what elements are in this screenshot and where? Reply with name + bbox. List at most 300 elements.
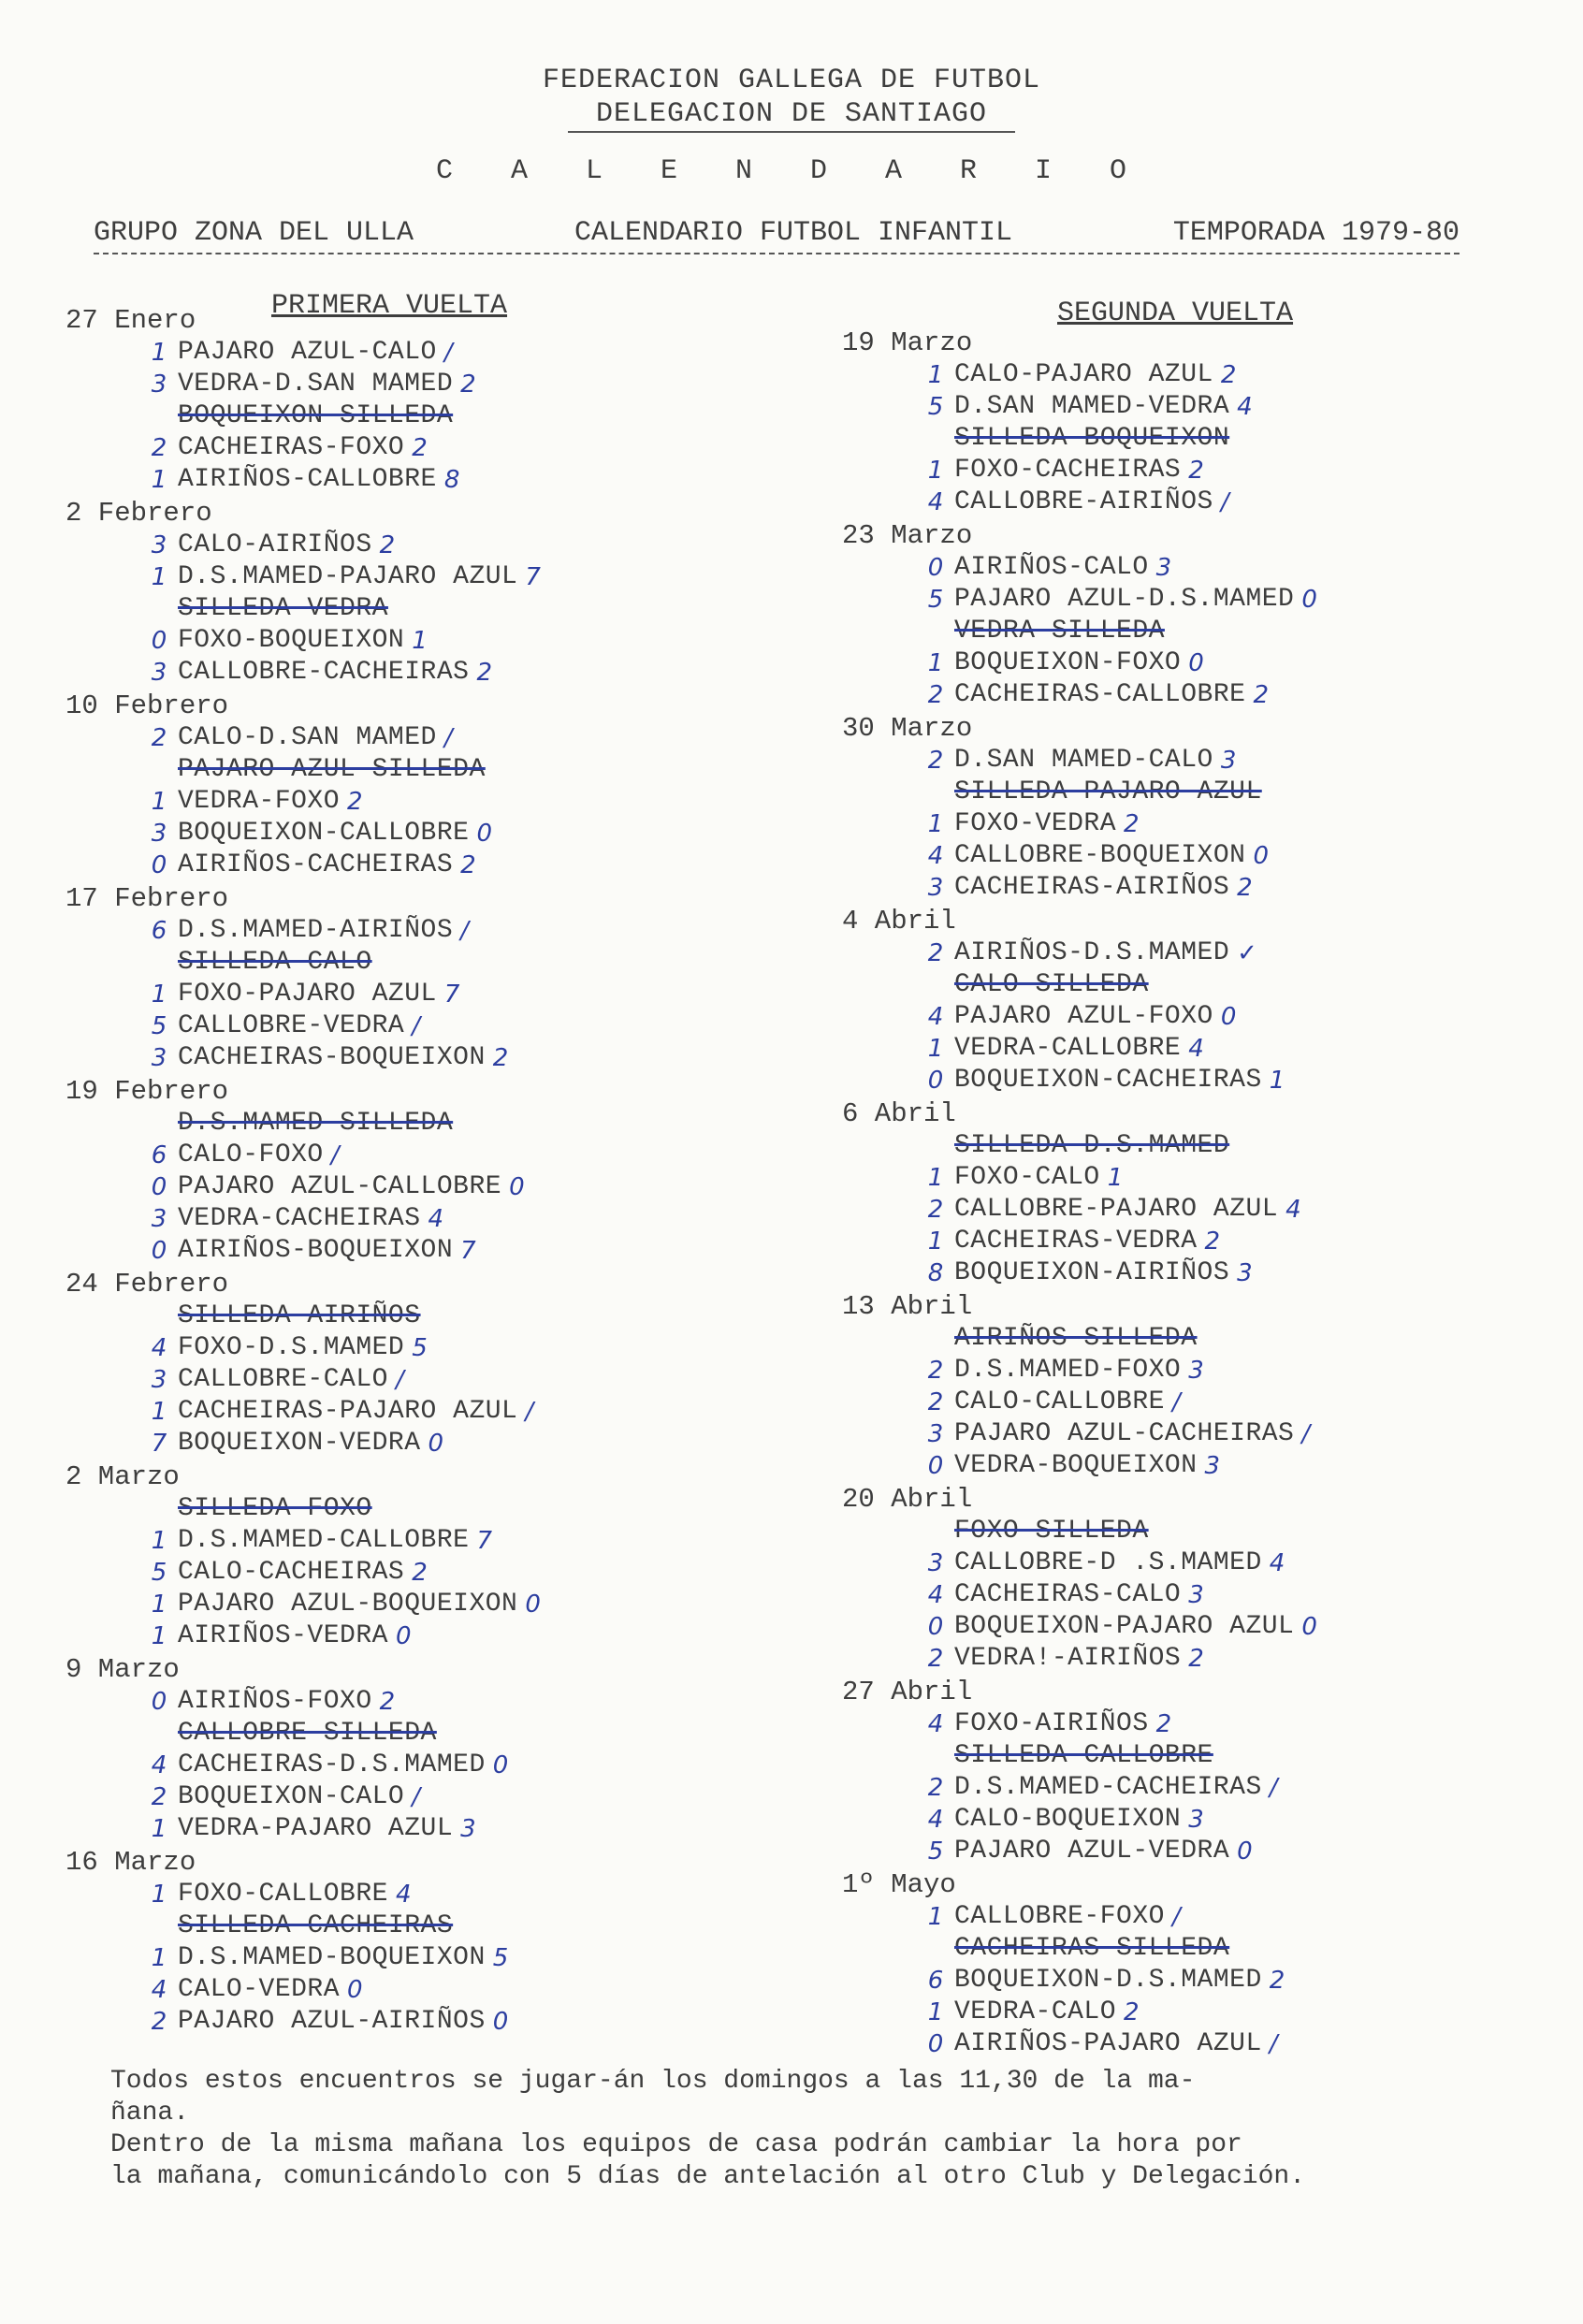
handwritten-mark: / xyxy=(460,917,469,945)
handwritten-score: 1 xyxy=(927,457,944,485)
handwritten-mark: 0 xyxy=(1188,649,1204,677)
handwritten-score: 0 xyxy=(927,1067,944,1095)
handwritten-score: 1 xyxy=(151,339,167,367)
match-row xyxy=(842,1547,1553,1579)
handwritten-score: 3 xyxy=(151,531,167,559)
match-row xyxy=(842,455,1553,487)
handwritten-score: 4 xyxy=(151,1751,167,1779)
match-teams: SILLEDA-CACHEIRAS xyxy=(178,1911,454,1940)
handwritten-score: 1 xyxy=(151,1398,167,1426)
round-date: 1º Mayo xyxy=(842,1869,956,1900)
round xyxy=(842,1677,1553,1867)
handwritten-score: 2 xyxy=(151,2008,167,2036)
handwritten-mark: 2 xyxy=(1269,1967,1285,1995)
match-row xyxy=(65,1974,777,2006)
match-teams: VEDRA-BOQUEIXON xyxy=(954,1451,1198,1480)
round xyxy=(842,327,1553,518)
match-teams: CALO-FOXO xyxy=(178,1140,324,1169)
match-teams: D.S.MAMED-FOXO xyxy=(954,1356,1182,1385)
notes-line-2: ñana. xyxy=(110,2099,190,2128)
match-row xyxy=(842,1001,1553,1033)
handwritten-score: 0 xyxy=(151,1173,167,1201)
match-teams: CALLOBRE-CALO xyxy=(178,1365,388,1394)
match-teams: AIRIÑOS-VEDRA xyxy=(178,1621,388,1650)
match-teams: BOQUEIXON-D.S.MAMED xyxy=(954,1966,1262,1995)
match-teams: SILLEDA-CALLOBRE xyxy=(954,1741,1213,1770)
handwritten-mark: 2 xyxy=(1220,361,1237,389)
match-row xyxy=(65,1718,777,1750)
handwritten-score: 1 xyxy=(927,1903,944,1931)
handwritten-score: 1 xyxy=(151,563,167,591)
match-teams: D.S.MAMED-BOQUEIXON xyxy=(178,1943,486,1972)
match-teams: VEDRA-PAJARO AZUL xyxy=(178,1814,454,1843)
match-row xyxy=(65,1042,777,1074)
round-date: 19 Febrero xyxy=(65,1076,229,1107)
match-teams: AIRIÑOS-CALO xyxy=(954,553,1149,582)
handwritten-mark: 2 xyxy=(460,851,476,879)
handwritten-mark: 2 xyxy=(476,659,492,687)
match-row xyxy=(65,1364,777,1396)
group-name: GRUPO ZONA DEL ULLA xyxy=(94,217,414,249)
handwritten-mark: 2 xyxy=(1237,874,1253,902)
match-row xyxy=(842,2028,1553,2060)
handwritten-mark: / xyxy=(1269,1774,1278,1802)
handwritten-mark: 1 xyxy=(412,627,428,655)
match-row xyxy=(65,1525,777,1557)
match-row xyxy=(842,840,1553,872)
round-date: 6 Abril xyxy=(842,1098,956,1129)
match-teams: BOQUEIXON-AIRIÑOS xyxy=(954,1258,1230,1287)
handwritten-mark: 3 xyxy=(1188,1806,1204,1834)
handwritten-score: 6 xyxy=(927,1967,944,1995)
handwritten-score: 0 xyxy=(151,851,167,879)
document-header xyxy=(0,64,1583,133)
handwritten-score: 1 xyxy=(927,1164,944,1192)
match-row xyxy=(65,400,777,432)
handwritten-mark: 0 xyxy=(492,2008,509,2036)
match-row xyxy=(65,1140,777,1171)
handwritten-mark: 4 xyxy=(395,1881,412,1909)
handwritten-score: 0 xyxy=(927,2030,944,2058)
handwritten-mark: 0 xyxy=(1301,586,1317,614)
match-row xyxy=(842,1708,1553,1740)
match-teams: SILLEDA-AIRIÑOS xyxy=(178,1301,421,1330)
federation-name: FEDERACION GALLEGA DE FUTBOL xyxy=(542,65,1041,96)
handwritten-mark: 0 xyxy=(428,1430,444,1458)
handwritten-mark: / xyxy=(412,1783,421,1811)
round-date: 2 Febrero xyxy=(65,498,212,529)
handwritten-score: 1 xyxy=(151,1944,167,1972)
match-row xyxy=(842,1355,1553,1387)
group-line xyxy=(94,217,1460,254)
handwritten-mark: / xyxy=(1301,1420,1311,1448)
match-row xyxy=(65,1203,777,1235)
match-row xyxy=(842,1804,1553,1836)
match-row xyxy=(842,679,1553,711)
round-date: 2 Marzo xyxy=(65,1461,180,1492)
round xyxy=(65,883,777,1074)
handwritten-score: 8 xyxy=(927,1259,944,1287)
match-row xyxy=(65,979,777,1010)
match-row xyxy=(65,561,777,593)
match-teams: CACHEIRAS-BOQUEIXON xyxy=(178,1043,486,1072)
match-teams: CACHEIRAS-VEDRA xyxy=(954,1227,1198,1256)
match-row xyxy=(65,369,777,400)
match-row xyxy=(65,722,777,754)
match-row xyxy=(842,1836,1553,1867)
handwritten-mark: 7 xyxy=(525,563,541,591)
match-teams: CALLOBRE-CACHEIRAS xyxy=(178,658,470,687)
match-teams: SILLEDA-VEDRA xyxy=(178,594,388,623)
handwritten-mark: 0 xyxy=(1253,842,1269,870)
match-teams: CALO-CACHEIRAS xyxy=(178,1558,405,1587)
round xyxy=(842,1291,1553,1482)
round xyxy=(65,498,777,689)
round xyxy=(65,690,777,881)
handwritten-score: 1 xyxy=(151,1815,167,1843)
match-row xyxy=(842,969,1553,1001)
handwritten-score: 2 xyxy=(927,1774,944,1802)
delegation-name: DELEGACION DE SANTIAGO xyxy=(568,97,1015,133)
match-row xyxy=(65,1108,777,1140)
round xyxy=(65,1269,777,1460)
handwritten-score: 3 xyxy=(151,1366,167,1394)
handwritten-mark: / xyxy=(1269,2030,1278,2058)
handwritten-mark: 0 xyxy=(395,1622,412,1650)
round xyxy=(842,906,1553,1097)
handwritten-score: 0 xyxy=(927,1613,944,1641)
round xyxy=(842,1869,1553,2060)
handwritten-score: 5 xyxy=(927,586,944,614)
match-row xyxy=(842,423,1553,455)
handwritten-mark: 2 xyxy=(412,1559,428,1587)
match-row xyxy=(65,1910,777,1942)
round-date: 16 Marzo xyxy=(65,1847,196,1878)
handwritten-score: 0 xyxy=(927,554,944,582)
match-teams: AIRIÑOS-CACHEIRAS xyxy=(178,850,454,879)
match-teams: D.S.MAMED-PAJARO AZUL xyxy=(178,562,518,591)
match-row xyxy=(65,1750,777,1781)
handwritten-mark: 2 xyxy=(1124,810,1140,838)
handwritten-mark: 1 xyxy=(1269,1067,1285,1095)
handwritten-score: 2 xyxy=(927,1645,944,1673)
match-row xyxy=(842,808,1553,840)
match-teams: PAJARO AZUL-BOQUEIXON xyxy=(178,1590,518,1619)
match-teams: CALLOBRE-D .S.MAMED xyxy=(954,1548,1262,1577)
match-row xyxy=(842,487,1553,518)
match-row xyxy=(65,1235,777,1267)
handwritten-score: 1 xyxy=(151,980,167,1009)
handwritten-score: 5 xyxy=(151,1559,167,1587)
round-date: 23 Marzo xyxy=(842,520,973,551)
round-date: 9 Marzo xyxy=(65,1654,180,1685)
match-row xyxy=(65,1493,777,1525)
match-teams: FOXO-D.S.MAMED xyxy=(178,1333,405,1362)
match-row xyxy=(842,1772,1553,1804)
round-date: 27 Enero xyxy=(65,305,196,336)
match-row xyxy=(842,584,1553,616)
handwritten-score: 2 xyxy=(927,1357,944,1385)
handwritten-score: 4 xyxy=(151,1976,167,2004)
handwritten-score: 1 xyxy=(151,1881,167,1909)
match-teams: PAJARO AZUL-CALLOBRE xyxy=(178,1172,502,1201)
handwritten-mark: 3 xyxy=(460,1815,476,1843)
match-row xyxy=(842,1033,1553,1065)
handwritten-score: 5 xyxy=(151,1012,167,1040)
match-teams: FOXO-SILLEDA xyxy=(954,1517,1149,1546)
handwritten-mark: 0 xyxy=(492,1751,509,1779)
handwritten-score: 2 xyxy=(151,724,167,752)
match-teams: CALO-PAJARO AZUL xyxy=(954,360,1213,389)
handwritten-score: 2 xyxy=(927,1196,944,1224)
handwritten-score: 1 xyxy=(927,361,944,389)
handwritten-mark: 0 xyxy=(1301,1613,1317,1641)
match-row xyxy=(842,1194,1553,1226)
match-row xyxy=(842,1130,1553,1162)
handwritten-mark: 5 xyxy=(492,1944,509,1972)
match-teams: PAJARO AZUL-SILLEDA xyxy=(178,755,486,784)
handwritten-mark: / xyxy=(443,724,453,752)
match-teams: D.SAN MAMED-CALO xyxy=(954,746,1213,775)
match-teams: CALO-AIRIÑOS xyxy=(178,530,372,559)
match-teams: BOQUEIXON-CACHEIRAS xyxy=(954,1066,1262,1095)
match-row xyxy=(65,850,777,881)
handwritten-mark: 3 xyxy=(1155,554,1172,582)
handwritten-score: 4 xyxy=(927,488,944,516)
handwritten-score: 3 xyxy=(927,1549,944,1577)
match-row xyxy=(65,530,777,561)
match-row xyxy=(842,872,1553,904)
handwritten-score: 3 xyxy=(151,1044,167,1072)
notes-line-1: Todos estos encuentros se jugar-án los domingos a las 11,30 de la ma- xyxy=(110,2067,1196,2096)
handwritten-score: 2 xyxy=(927,681,944,709)
match-row xyxy=(65,1300,777,1332)
calendar-name: CALENDARIO FUTBOL INFANTIL xyxy=(574,217,1013,249)
match-teams: D.S.MAMED-SILLEDA xyxy=(178,1109,454,1138)
handwritten-score: 1 xyxy=(151,466,167,494)
match-teams: CALLOBRE-AIRIÑOS xyxy=(954,487,1213,516)
match-row xyxy=(842,745,1553,777)
handwritten-score: 4 xyxy=(151,1334,167,1362)
handwritten-mark: 2 xyxy=(1124,1998,1140,2026)
match-row xyxy=(842,1065,1553,1097)
handwritten-mark: 2 xyxy=(347,788,363,816)
handwritten-score: 2 xyxy=(927,747,944,775)
round-date: 19 Marzo xyxy=(842,327,973,358)
match-row xyxy=(842,1965,1553,1997)
handwritten-score: 3 xyxy=(927,874,944,902)
match-row xyxy=(842,616,1553,647)
match-row xyxy=(842,1933,1553,1965)
match-teams: CALLOBRE-PAJARO AZUL xyxy=(954,1195,1279,1224)
match-row xyxy=(842,1901,1553,1933)
match-row xyxy=(842,1226,1553,1257)
round-date: 24 Febrero xyxy=(65,1269,229,1300)
match-row xyxy=(842,359,1553,391)
season-label: TEMPORADA 1979-80 xyxy=(1172,217,1460,249)
match-teams: VEDRA!-AIRIÑOS xyxy=(954,1644,1182,1673)
match-teams: CALLOBRE-BOQUEIXON xyxy=(954,841,1246,870)
handwritten-score: 3 xyxy=(151,659,167,687)
match-row xyxy=(65,593,777,625)
match-teams: CACHEIRAS-AIRIÑOS xyxy=(954,873,1230,902)
match-teams: BOQUEIXON-SILLEDA xyxy=(178,401,454,430)
handwritten-score: 4 xyxy=(927,1003,944,1031)
handwritten-mark: 0 xyxy=(347,1976,363,2004)
handwritten-score: 1 xyxy=(927,1998,944,2026)
match-row xyxy=(842,1579,1553,1611)
match-row xyxy=(65,1171,777,1203)
handwritten-score: 1 xyxy=(151,1590,167,1619)
match-teams: PAJARO AZUL-D.S.MAMED xyxy=(954,585,1295,614)
handwritten-mark: / xyxy=(395,1366,404,1394)
handwritten-mark: 2 xyxy=(1253,681,1269,709)
match-teams: CALLOBRE-SILLEDA xyxy=(178,1719,437,1748)
handwritten-mark: 2 xyxy=(1188,1645,1204,1673)
match-teams: FOXO-CALO xyxy=(954,1163,1100,1192)
handwritten-score: 5 xyxy=(927,1837,944,1866)
handwritten-mark: 8 xyxy=(443,466,460,494)
handwritten-mark: 2 xyxy=(1188,457,1204,485)
match-teams: BOQUEIXON-FOXO xyxy=(954,648,1182,677)
match-teams: FOXO-CACHEIRAS xyxy=(954,456,1182,485)
round-date: 30 Marzo xyxy=(842,713,973,744)
match-teams: CACHEIRAS-FOXO xyxy=(178,433,405,462)
match-row xyxy=(842,1740,1553,1772)
handwritten-mark: / xyxy=(1171,1388,1181,1416)
handwritten-score: 5 xyxy=(927,393,944,421)
match-teams: VEDRA-CALO xyxy=(954,1997,1117,2026)
handwritten-mark: 0 xyxy=(525,1590,541,1619)
match-teams: CACHEIRAS-D.S.MAMED xyxy=(178,1750,486,1779)
match-row xyxy=(842,552,1553,584)
match-row xyxy=(65,786,777,818)
handwritten-mark: 3 xyxy=(1188,1357,1204,1385)
handwritten-mark: / xyxy=(1220,488,1229,516)
match-row xyxy=(65,432,777,464)
handwritten-score: 2 xyxy=(927,1388,944,1416)
handwritten-mark: 0 xyxy=(509,1173,525,1201)
match-teams: CACHEIRAS-SILLEDA xyxy=(954,1934,1230,1963)
match-row xyxy=(65,657,777,689)
round-date: 13 Abril xyxy=(842,1291,973,1322)
match-row xyxy=(65,1781,777,1813)
handwritten-score: 3 xyxy=(151,1205,167,1233)
handwritten-mark: 4 xyxy=(1285,1196,1301,1224)
handwritten-mark: 2 xyxy=(379,531,396,559)
round xyxy=(842,1098,1553,1289)
match-teams: FOXO-BOQUEIXON xyxy=(178,626,405,655)
handwritten-mark: 0 xyxy=(1237,1837,1253,1866)
match-teams: CALLOBRE-VEDRA xyxy=(178,1011,405,1040)
match-teams: BOQUEIXON-CALO xyxy=(178,1782,405,1811)
match-teams: CACHEIRAS-CALLOBRE xyxy=(954,680,1246,709)
match-teams: SILLEDA-CALO xyxy=(178,948,372,977)
handwritten-score: 1 xyxy=(151,788,167,816)
match-row xyxy=(65,1942,777,1974)
segunda-vuelta-heading: SEGUNDA VUELTA xyxy=(1057,298,1294,329)
round xyxy=(65,1461,777,1652)
handwritten-mark: / xyxy=(525,1398,534,1426)
match-row xyxy=(65,625,777,657)
match-row xyxy=(65,1428,777,1460)
handwritten-score: 4 xyxy=(927,1806,944,1834)
match-row xyxy=(842,647,1553,679)
match-row xyxy=(65,464,777,496)
handwritten-score: 2 xyxy=(927,939,944,967)
handwritten-score: 1 xyxy=(151,1622,167,1650)
handwritten-mark: 2 xyxy=(492,1044,509,1072)
round xyxy=(65,1847,777,2038)
match-row xyxy=(65,818,777,850)
handwritten-score: 1 xyxy=(927,1035,944,1063)
match-teams: VEDRA-CACHEIRAS xyxy=(178,1204,421,1233)
match-row xyxy=(65,915,777,947)
handwritten-score: 4 xyxy=(927,1581,944,1609)
round-date: 20 Abril xyxy=(842,1484,973,1515)
handwritten-mark: 1 xyxy=(1107,1164,1124,1192)
match-teams: PAJARO AZUL-AIRIÑOS xyxy=(178,2007,486,2036)
handwritten-score: 6 xyxy=(151,917,167,945)
match-row xyxy=(65,337,777,369)
handwritten-score: 2 xyxy=(151,434,167,462)
match-row xyxy=(65,1813,777,1845)
match-teams: CACHEIRAS-PAJARO AZUL xyxy=(178,1397,518,1426)
handwritten-mark: / xyxy=(443,339,453,367)
match-teams: SILLEDA-D.S.MAMED xyxy=(954,1131,1230,1160)
handwritten-mark: 3 xyxy=(1220,747,1237,775)
handwritten-mark: 7 xyxy=(460,1237,476,1265)
handwritten-score: 4 xyxy=(927,1710,944,1738)
match-teams: AIRIÑOS-SILLEDA xyxy=(954,1324,1198,1353)
match-row xyxy=(65,1557,777,1589)
match-teams: AIRIÑOS-CALLOBRE xyxy=(178,465,437,494)
match-teams: CALO-SILLEDA xyxy=(954,970,1149,999)
handwritten-score: 4 xyxy=(927,842,944,870)
handwritten-score: 3 xyxy=(151,820,167,848)
handwritten-mark: / xyxy=(412,1012,421,1040)
match-teams: D.S.MAMED-AIRIÑOS xyxy=(178,916,454,945)
notes-line-3: Dentro de la misma mañana los equipos de casa podrán cambiar la hora por xyxy=(110,2130,1242,2159)
handwritten-mark: 7 xyxy=(443,980,460,1009)
match-teams: PAJARO AZUL-VEDRA xyxy=(954,1837,1230,1866)
match-row xyxy=(842,391,1553,423)
handwritten-mark: 3 xyxy=(1188,1581,1204,1609)
handwritten-mark: ✓ xyxy=(1237,939,1257,967)
match-row xyxy=(842,1323,1553,1355)
match-teams: FOXO-VEDRA xyxy=(954,809,1117,838)
round xyxy=(65,1654,777,1845)
match-teams: BOQUEIXON-CALLOBRE xyxy=(178,819,470,848)
handwritten-score: 1 xyxy=(927,810,944,838)
match-teams: VEDRA-D.SAN MAMED xyxy=(178,370,454,399)
handwritten-mark: 2 xyxy=(379,1688,396,1716)
match-teams: SILLEDA-BOQUEIXON xyxy=(954,424,1230,453)
match-teams: VEDRA-CALLOBRE xyxy=(954,1034,1182,1063)
handwritten-score: 3 xyxy=(151,370,167,399)
match-teams: AIRIÑOS-PAJARO AZUL xyxy=(954,2029,1262,2058)
match-teams: PAJARO AZUL-CALO xyxy=(178,338,437,367)
handwritten-score: 1 xyxy=(927,1227,944,1256)
match-teams: AIRIÑOS-FOXO xyxy=(178,1687,372,1716)
document-title: C A L E N D A R I O xyxy=(435,155,1148,187)
match-row xyxy=(65,947,777,979)
primera-vuelta-heading: PRIMERA VUELTA xyxy=(271,290,508,322)
round-date: 10 Febrero xyxy=(65,690,229,721)
match-row xyxy=(842,937,1553,969)
match-teams: PAJARO AZUL-CACHEIRAS xyxy=(954,1419,1295,1448)
match-row xyxy=(65,2006,777,2038)
